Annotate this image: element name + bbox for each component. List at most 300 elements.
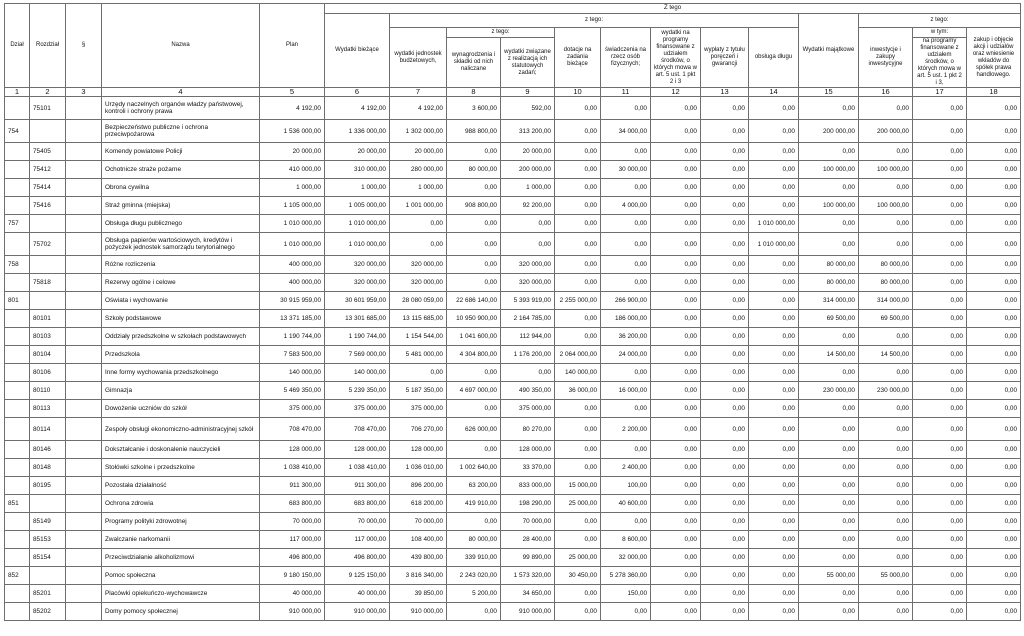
cell-value: 70 000,00 bbox=[325, 513, 390, 531]
header-dzial: Dział bbox=[5, 4, 30, 88]
cell-value: 4 000,00 bbox=[601, 197, 651, 215]
cell-value: 0,00 bbox=[555, 400, 601, 418]
cell-value: 0,00 bbox=[799, 495, 859, 513]
cell-value: 0,00 bbox=[601, 513, 651, 531]
table-row bbox=[5, 215, 1021, 233]
cell-value: 0,00 bbox=[555, 215, 601, 233]
cell-value: 0,00 bbox=[501, 364, 555, 382]
cell-value: 0,00 bbox=[967, 143, 1021, 161]
cell-value: 0,00 bbox=[447, 400, 501, 418]
cell-value: 1 005 000,00 bbox=[325, 197, 390, 215]
cell-value: 0,00 bbox=[555, 603, 601, 621]
cell-dzial: 758 bbox=[5, 256, 30, 274]
cell-paragraf bbox=[66, 179, 102, 197]
header-dotacje: dotacje na zadania bieżące bbox=[555, 28, 601, 88]
cell-value: 100 000,00 bbox=[859, 197, 913, 215]
header-z-tego: Z tego bbox=[325, 4, 1021, 14]
column-number: 11 bbox=[601, 88, 651, 97]
cell-value: 40 600,00 bbox=[601, 495, 651, 513]
cell-value: 1 010 000,00 bbox=[260, 233, 325, 256]
cell-value: 0,00 bbox=[913, 459, 967, 477]
cell-value: 314 000,00 bbox=[859, 292, 913, 310]
cell-value: 99 890,00 bbox=[501, 549, 555, 567]
cell-value: 0,00 bbox=[390, 364, 447, 382]
cell-paragraf bbox=[66, 256, 102, 274]
cell-value: 1 010 000,00 bbox=[325, 215, 390, 233]
cell-value: 0,00 bbox=[651, 274, 701, 292]
cell-value: 0,00 bbox=[913, 531, 967, 549]
column-number: 2 bbox=[30, 88, 66, 97]
cell-dzial bbox=[5, 364, 30, 382]
cell-value: 0,00 bbox=[651, 459, 701, 477]
cell-dzial: 757 bbox=[5, 215, 30, 233]
cell-value: 0,00 bbox=[501, 233, 555, 256]
cell-paragraf bbox=[66, 531, 102, 549]
cell-value: 0,00 bbox=[913, 161, 967, 179]
cell-value: 0,00 bbox=[651, 477, 701, 495]
cell-paragraf bbox=[66, 310, 102, 328]
cell-value: 0,00 bbox=[447, 603, 501, 621]
cell-value: 80 000,00 bbox=[799, 256, 859, 274]
cell-value: 911 300,00 bbox=[260, 477, 325, 495]
header-zakup-akcji: zakup i objęcie akcji i udziałów oraz wniesienie wkładów do spółek prawa handlowego. bbox=[967, 28, 1021, 88]
cell-value: 0,00 bbox=[651, 382, 701, 400]
cell-paragraf bbox=[66, 418, 102, 441]
cell-value: 0,00 bbox=[799, 477, 859, 495]
cell-value: 0,00 bbox=[701, 256, 749, 274]
cell-value: 0,00 bbox=[601, 97, 651, 120]
cell-rozdzial: 75101 bbox=[30, 97, 66, 120]
cell-value: 0,00 bbox=[913, 567, 967, 585]
cell-paragraf bbox=[66, 477, 102, 495]
cell-value: 0,00 bbox=[749, 418, 799, 441]
cell-value: 0,00 bbox=[555, 143, 601, 161]
cell-value: 0,00 bbox=[913, 233, 967, 256]
cell-value: 0,00 bbox=[913, 197, 967, 215]
cell-paragraf bbox=[66, 459, 102, 477]
table-row bbox=[5, 197, 1021, 215]
cell-value: 0,00 bbox=[749, 346, 799, 364]
cell-value: 0,00 bbox=[859, 328, 913, 346]
cell-value: 0,00 bbox=[701, 418, 749, 441]
cell-value: 13 301 685,00 bbox=[325, 310, 390, 328]
table-row bbox=[5, 256, 1021, 274]
column-number: 15 bbox=[799, 88, 859, 97]
cell-value: 0,00 bbox=[555, 418, 601, 441]
header-z-tego-biezace: z tego: bbox=[390, 14, 799, 28]
cell-value: 1 000,00 bbox=[501, 179, 555, 197]
cell-value: 0,00 bbox=[651, 567, 701, 585]
cell-value: 0,00 bbox=[601, 603, 651, 621]
cell-dzial bbox=[5, 585, 30, 603]
cell-paragraf bbox=[66, 143, 102, 161]
cell-nazwa: Placówki opiekuńczo-wychowawcze bbox=[102, 585, 260, 603]
cell-value: 0,00 bbox=[749, 400, 799, 418]
table-row bbox=[5, 459, 1021, 477]
cell-rozdzial: 85149 bbox=[30, 513, 66, 531]
cell-paragraf bbox=[66, 364, 102, 382]
cell-value: 198 290,00 bbox=[501, 495, 555, 513]
cell-value: 320 000,00 bbox=[501, 274, 555, 292]
cell-value: 0,00 bbox=[701, 585, 749, 603]
cell-rozdzial: 75412 bbox=[30, 161, 66, 179]
cell-value: 0,00 bbox=[749, 161, 799, 179]
cell-value: 0,00 bbox=[701, 441, 749, 459]
cell-value: 0,00 bbox=[967, 179, 1021, 197]
cell-value: 0,00 bbox=[447, 215, 501, 233]
cell-value: 0,00 bbox=[651, 441, 701, 459]
cell-value: 30 450,00 bbox=[555, 567, 601, 585]
header-paragraf: § bbox=[66, 4, 102, 88]
cell-value: 0,00 bbox=[701, 274, 749, 292]
cell-value: 0,00 bbox=[913, 418, 967, 441]
header-z-tego-majatkowe: z tego: bbox=[859, 14, 1021, 28]
cell-value: 0,00 bbox=[701, 120, 749, 143]
cell-value: 1 000,00 bbox=[260, 179, 325, 197]
cell-rozdzial bbox=[30, 256, 66, 274]
header-wydatki-biezace: Wydatki bieżące bbox=[325, 14, 390, 88]
cell-value: 1 105 000,00 bbox=[260, 197, 325, 215]
cell-dzial bbox=[5, 418, 30, 441]
cell-value: 0,00 bbox=[447, 256, 501, 274]
cell-value: 4 304 800,00 bbox=[447, 346, 501, 364]
cell-rozdzial: 80104 bbox=[30, 346, 66, 364]
cell-value: 0,00 bbox=[799, 215, 859, 233]
cell-value: 0,00 bbox=[967, 292, 1021, 310]
header-swiadczenia: świadczenia na rzecz osób fizycznych; bbox=[601, 28, 651, 88]
cell-value: 0,00 bbox=[447, 233, 501, 256]
table-row bbox=[5, 97, 1021, 120]
cell-nazwa: Bezpieczeństwo publiczne i ochrona przeciwpożarowa bbox=[102, 120, 260, 143]
cell-value: 70 000,00 bbox=[390, 513, 447, 531]
cell-value: 128 000,00 bbox=[325, 441, 390, 459]
table-row bbox=[5, 310, 1021, 328]
cell-value: 92 200,00 bbox=[501, 197, 555, 215]
cell-value: 0,00 bbox=[601, 274, 651, 292]
cell-value: 0,00 bbox=[799, 143, 859, 161]
cell-value: 40 000,00 bbox=[325, 585, 390, 603]
table-row bbox=[5, 346, 1021, 364]
cell-value: 0,00 bbox=[913, 495, 967, 513]
cell-value: 128 000,00 bbox=[501, 441, 555, 459]
cell-value: 0,00 bbox=[651, 495, 701, 513]
cell-paragraf bbox=[66, 567, 102, 585]
cell-value: 1 038 410,00 bbox=[325, 459, 390, 477]
cell-value: 30 915 959,00 bbox=[260, 292, 325, 310]
cell-value: 0,00 bbox=[701, 97, 749, 120]
cell-value: 310 000,00 bbox=[325, 161, 390, 179]
cell-value: 1 041 600,00 bbox=[447, 328, 501, 346]
cell-rozdzial: 85202 bbox=[30, 603, 66, 621]
header-rozdzial: Rozdział bbox=[30, 4, 66, 88]
cell-value: 0,00 bbox=[447, 513, 501, 531]
cell-value: 20 000,00 bbox=[325, 143, 390, 161]
cell-value: 0,00 bbox=[447, 364, 501, 382]
cell-value: 100 000,00 bbox=[799, 161, 859, 179]
cell-value: 0,00 bbox=[555, 179, 601, 197]
cell-value: 55 000,00 bbox=[799, 567, 859, 585]
cell-value: 1 336 000,00 bbox=[325, 120, 390, 143]
cell-value: 0,00 bbox=[859, 143, 913, 161]
cell-value: 0,00 bbox=[859, 531, 913, 549]
cell-rozdzial: 85201 bbox=[30, 585, 66, 603]
cell-value: 140 000,00 bbox=[325, 364, 390, 382]
cell-nazwa: Domy pomocy społecznej bbox=[102, 603, 260, 621]
cell-paragraf bbox=[66, 603, 102, 621]
cell-value: 0,00 bbox=[749, 585, 799, 603]
cell-value: 20 000,00 bbox=[390, 143, 447, 161]
cell-value: 39 850,00 bbox=[390, 585, 447, 603]
cell-value: 0,00 bbox=[799, 233, 859, 256]
cell-value: 0,00 bbox=[601, 364, 651, 382]
cell-value: 80 000,00 bbox=[799, 274, 859, 292]
table-row bbox=[5, 161, 1021, 179]
column-number: 6 bbox=[325, 88, 390, 97]
column-number: 17 bbox=[913, 88, 967, 97]
cell-nazwa: Komendy powiatowe Policji bbox=[102, 143, 260, 161]
cell-value: 2 400,00 bbox=[601, 459, 651, 477]
table-row bbox=[5, 603, 1021, 621]
cell-value: 20 000,00 bbox=[260, 143, 325, 161]
cell-value: 0,00 bbox=[913, 441, 967, 459]
cell-value: 0,00 bbox=[913, 382, 967, 400]
cell-value: 0,00 bbox=[859, 441, 913, 459]
cell-value: 0,00 bbox=[555, 120, 601, 143]
cell-value: 0,00 bbox=[967, 310, 1021, 328]
column-number: 1 bbox=[5, 88, 30, 97]
cell-value: 0,00 bbox=[651, 310, 701, 328]
cell-value: 150,00 bbox=[601, 585, 651, 603]
cell-value: 7 583 500,00 bbox=[260, 346, 325, 364]
cell-value: 0,00 bbox=[967, 459, 1021, 477]
cell-value: 140 000,00 bbox=[260, 364, 325, 382]
cell-value: 0,00 bbox=[651, 531, 701, 549]
cell-value: 128 000,00 bbox=[260, 441, 325, 459]
cell-value: 0,00 bbox=[859, 400, 913, 418]
cell-value: 100 000,00 bbox=[859, 161, 913, 179]
cell-value: 0,00 bbox=[799, 585, 859, 603]
cell-value: 5 393 919,00 bbox=[501, 292, 555, 310]
cell-value: 0,00 bbox=[799, 459, 859, 477]
cell-value: 1 573 320,00 bbox=[501, 567, 555, 585]
cell-value: 0,00 bbox=[701, 233, 749, 256]
cell-nazwa: Zespoły obsługi ekonomiczno-administracyjnej szkół bbox=[102, 418, 260, 441]
cell-value: 280 000,00 bbox=[390, 161, 447, 179]
cell-paragraf bbox=[66, 328, 102, 346]
cell-value: 36 000,00 bbox=[555, 382, 601, 400]
cell-value: 0,00 bbox=[651, 233, 701, 256]
cell-value: 230 000,00 bbox=[799, 382, 859, 400]
cell-value: 910 000,00 bbox=[501, 603, 555, 621]
cell-value: 0,00 bbox=[967, 513, 1021, 531]
cell-value: 0,00 bbox=[913, 328, 967, 346]
cell-value: 70 000,00 bbox=[260, 513, 325, 531]
cell-value: 0,00 bbox=[749, 477, 799, 495]
cell-value: 910 000,00 bbox=[390, 603, 447, 621]
cell-value: 0,00 bbox=[913, 477, 967, 495]
cell-paragraf bbox=[66, 215, 102, 233]
cell-paragraf bbox=[66, 382, 102, 400]
header-wynagrodzenia: wynagrodzenia i składki od nich naliczane bbox=[447, 38, 501, 88]
cell-value: 4 192,00 bbox=[390, 97, 447, 120]
cell-value: 0,00 bbox=[967, 364, 1021, 382]
cell-value: 896 200,00 bbox=[390, 477, 447, 495]
cell-value: 0,00 bbox=[749, 97, 799, 120]
cell-value: 30 601 959,00 bbox=[325, 292, 390, 310]
cell-rozdzial: 80110 bbox=[30, 382, 66, 400]
cell-rozdzial: 80146 bbox=[30, 441, 66, 459]
cell-value: 0,00 bbox=[967, 567, 1021, 585]
cell-nazwa: Obsługa długu publicznego bbox=[102, 215, 260, 233]
cell-value: 0,00 bbox=[555, 310, 601, 328]
cell-value: 683 800,00 bbox=[260, 495, 325, 513]
cell-value: 0,00 bbox=[967, 256, 1021, 274]
cell-nazwa: Przeciwdziałanie alkoholizmowi bbox=[102, 549, 260, 567]
cell-value: 320 000,00 bbox=[325, 256, 390, 274]
cell-value: 0,00 bbox=[701, 364, 749, 382]
cell-value: 200 000,00 bbox=[859, 120, 913, 143]
cell-dzial bbox=[5, 161, 30, 179]
cell-rozdzial: 75818 bbox=[30, 274, 66, 292]
cell-value: 36 200,00 bbox=[601, 328, 651, 346]
cell-value: 0,00 bbox=[799, 513, 859, 531]
cell-value: 833 000,00 bbox=[501, 477, 555, 495]
column-number: 8 bbox=[447, 88, 501, 97]
column-number: 18 bbox=[967, 88, 1021, 97]
cell-nazwa: Oświata i wychowanie bbox=[102, 292, 260, 310]
cell-value: 80 000,00 bbox=[859, 256, 913, 274]
cell-value: 0,00 bbox=[651, 585, 701, 603]
cell-rozdzial: 85154 bbox=[30, 549, 66, 567]
cell-value: 0,00 bbox=[799, 418, 859, 441]
cell-value: 0,00 bbox=[651, 400, 701, 418]
cell-value: 320 000,00 bbox=[501, 256, 555, 274]
cell-value: 0,00 bbox=[651, 120, 701, 143]
table-row bbox=[5, 179, 1021, 197]
column-number: 14 bbox=[749, 88, 799, 97]
cell-value: 13 371 185,00 bbox=[260, 310, 325, 328]
cell-paragraf bbox=[66, 233, 102, 256]
cell-value: 0,00 bbox=[799, 531, 859, 549]
cell-value: 33 370,00 bbox=[501, 459, 555, 477]
cell-value: 0,00 bbox=[967, 585, 1021, 603]
cell-value: 0,00 bbox=[749, 120, 799, 143]
cell-dzial bbox=[5, 233, 30, 256]
cell-value: 80 000,00 bbox=[859, 274, 913, 292]
cell-value: 14 500,00 bbox=[859, 346, 913, 364]
cell-value: 5 239 350,00 bbox=[325, 382, 390, 400]
cell-value: 1 036 010,00 bbox=[390, 459, 447, 477]
cell-value: 0,00 bbox=[651, 215, 701, 233]
cell-nazwa: Gimnazja bbox=[102, 382, 260, 400]
table-row bbox=[5, 418, 1021, 441]
cell-value: 0,00 bbox=[749, 256, 799, 274]
cell-value: 0,00 bbox=[701, 310, 749, 328]
cell-value: 0,00 bbox=[967, 215, 1021, 233]
cell-value: 7 569 000,00 bbox=[325, 346, 390, 364]
cell-value: 0,00 bbox=[651, 179, 701, 197]
cell-value: 0,00 bbox=[555, 233, 601, 256]
column-number: 10 bbox=[555, 88, 601, 97]
cell-value: 0,00 bbox=[967, 161, 1021, 179]
cell-nazwa: Szkoły podstawowe bbox=[102, 310, 260, 328]
cell-dzial bbox=[5, 531, 30, 549]
cell-value: 339 910,00 bbox=[447, 549, 501, 567]
cell-value: 0,00 bbox=[967, 441, 1021, 459]
cell-nazwa: Programy polityki zdrowotnej bbox=[102, 513, 260, 531]
cell-value: 55 000,00 bbox=[859, 567, 913, 585]
cell-value: 2 064 000,00 bbox=[555, 346, 601, 364]
cell-value: 200 000,00 bbox=[501, 161, 555, 179]
cell-value: 0,00 bbox=[651, 328, 701, 346]
cell-dzial: 852 bbox=[5, 567, 30, 585]
column-number: 9 bbox=[501, 88, 555, 97]
cell-value: 5 200,00 bbox=[447, 585, 501, 603]
cell-paragraf bbox=[66, 585, 102, 603]
cell-value: 0,00 bbox=[651, 197, 701, 215]
column-number: 7 bbox=[390, 88, 447, 97]
cell-value: 0,00 bbox=[967, 531, 1021, 549]
cell-value: 0,00 bbox=[967, 477, 1021, 495]
cell-value: 313 200,00 bbox=[501, 120, 555, 143]
cell-value: 2 243 020,00 bbox=[447, 567, 501, 585]
cell-nazwa: Dokształcanie i doskonalenie nauczycieli bbox=[102, 441, 260, 459]
cell-dzial bbox=[5, 179, 30, 197]
cell-value: 140 000,00 bbox=[555, 364, 601, 382]
cell-value: 0,00 bbox=[651, 549, 701, 567]
cell-value: 34 000,00 bbox=[601, 120, 651, 143]
cell-value: 0,00 bbox=[749, 382, 799, 400]
cell-value: 0,00 bbox=[859, 215, 913, 233]
cell-value: 0,00 bbox=[967, 549, 1021, 567]
cell-value: 0,00 bbox=[651, 364, 701, 382]
cell-value: 490 350,00 bbox=[501, 382, 555, 400]
column-number-row bbox=[5, 88, 1021, 97]
cell-value: 0,00 bbox=[913, 274, 967, 292]
cell-value: 0,00 bbox=[967, 400, 1021, 418]
cell-value: 25 000,00 bbox=[555, 495, 601, 513]
table-row bbox=[5, 585, 1021, 603]
cell-value: 618 200,00 bbox=[390, 495, 447, 513]
cell-value: 320 000,00 bbox=[325, 274, 390, 292]
cell-nazwa: Przedszkola bbox=[102, 346, 260, 364]
cell-value: 0,00 bbox=[555, 197, 601, 215]
cell-value: 24 000,00 bbox=[601, 346, 651, 364]
table-row bbox=[5, 364, 1021, 382]
cell-value: 0,00 bbox=[967, 495, 1021, 513]
cell-value: 13 115 685,00 bbox=[390, 310, 447, 328]
cell-value: 0,00 bbox=[913, 585, 967, 603]
cell-value: 0,00 bbox=[447, 441, 501, 459]
cell-value: 0,00 bbox=[701, 549, 749, 567]
cell-value: 0,00 bbox=[701, 400, 749, 418]
table-row bbox=[5, 441, 1021, 459]
cell-value: 63 200,00 bbox=[447, 477, 501, 495]
cell-value: 0,00 bbox=[749, 274, 799, 292]
cell-dzial bbox=[5, 328, 30, 346]
cell-rozdzial: 80195 bbox=[30, 477, 66, 495]
cell-value: 0,00 bbox=[859, 97, 913, 120]
header-wydatki-majatkowe: Wydatki majątkowe bbox=[799, 14, 859, 88]
cell-value: 0,00 bbox=[701, 179, 749, 197]
cell-value: 0,00 bbox=[749, 495, 799, 513]
cell-value: 0,00 bbox=[651, 346, 701, 364]
cell-value: 0,00 bbox=[701, 567, 749, 585]
table-row bbox=[5, 382, 1021, 400]
cell-value: 0,00 bbox=[967, 346, 1021, 364]
cell-value: 400 000,00 bbox=[260, 256, 325, 274]
header-na-programy: na programy finansowane z udziałem środków, o których mowa w art. 5 ust. 1 pkt 2 i 3, bbox=[913, 38, 967, 88]
